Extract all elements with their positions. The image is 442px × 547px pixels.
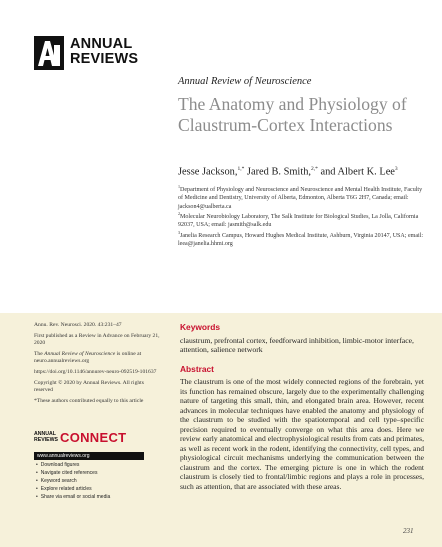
online-suffix: is online at neuro.annualreviews.org (34, 350, 142, 364)
logo-wordmark (70, 37, 138, 67)
annual-reviews-connect (34, 430, 144, 452)
ar-logo-icon (34, 36, 64, 70)
affiliation-1-text: Department of Physiology and Neuroscience and Neuroscience and Mental Health Institute, Faculty of Medicine and Dentistry, University of Alberta, Edmonton, Alberta T6G 2H7, Canada; email: jackson4@ualberta.ca (178, 187, 423, 210)
connect-item: • Download figures (36, 461, 110, 469)
author-list (178, 166, 428, 177)
keywords-text: claustrum, prefrontal cortex, feedforward inhibition, limbic-motor interface, attention, salience network (180, 336, 414, 355)
keywords-heading: Keywords (180, 322, 221, 332)
connect-logo-small (34, 431, 58, 443)
doi-link[interactable]: https://doi.org/10.1146/annurev-neuro-092519-101637 (34, 368, 157, 375)
affiliation-2-num: 2 (178, 211, 180, 216)
author-1: Jesse Jackson, (178, 166, 238, 178)
annual-reviews-logo (34, 36, 154, 70)
online-note (34, 351, 162, 365)
logo-line-2: REVIEWS (70, 51, 139, 67)
connect-logo (34, 430, 144, 452)
affiliation-3 (178, 229, 428, 249)
affiliation-2 (178, 210, 428, 230)
connect-logo-big: CONNECT (60, 430, 127, 445)
affiliation-1 (178, 183, 428, 211)
online-journal: Annual Review of Neuroscience (44, 350, 116, 357)
connect-item: • Navigate cited references (36, 469, 110, 477)
author-3: and Albert K. Lee (317, 166, 395, 178)
connect-url[interactable]: www.annualreviews.org (34, 452, 144, 460)
first-published: First published as a Review in Advance on February 21, 2020 (34, 332, 160, 346)
affiliation-1-num: 1 (178, 184, 180, 189)
article-title: The Anatomy and Physiology of Claustrum-Cortex Interactions (178, 94, 407, 135)
connect-item: • Explore related articles (36, 485, 110, 493)
logo-line-1: ANNUAL (70, 36, 133, 52)
abstract-heading: Abstract (180, 364, 214, 374)
connect-item: • Keyword search (36, 477, 110, 485)
equal-contribution-note: *These authors contributed equally to this article (34, 397, 144, 404)
journal-name: Annual Review of Neuroscience (178, 76, 312, 87)
citation: Annu. Rev. Neurosci. 2020. 43:231–47 (34, 322, 122, 328)
author-3-sup: 3 (394, 166, 398, 172)
page-number: 231 (403, 527, 414, 535)
publication-sidebar (34, 322, 162, 408)
connect-small-2: REVIEWS (34, 437, 58, 443)
connect-small-1: ANNUAL (34, 431, 56, 437)
affiliation-2-text: Molecular Neurobiology Laboratory, The Salk Institute for Biological Studies, La Jolla, California 92037, USA; email: jasmith@salk.edu (178, 214, 419, 229)
author-2: Jared B. Smith, (244, 166, 311, 178)
online-prefix: The (34, 350, 45, 357)
author-1-sup: 1,* (237, 166, 245, 172)
connect-item: • Share via email or social media (36, 493, 110, 501)
affiliation-3-text: Janelia Research Campus, Howard Hughes Medical Institute, Ashburn, Virginia 20147, USA; email: leea@janelia.hhmi.org (178, 233, 424, 248)
author-2-sup: 2,* (311, 166, 318, 172)
affiliation-3-num: 3 (178, 230, 180, 235)
abstract-text: The claustrum is one of the most widely connected regions of the forebrain, yet its function has remained obscure, largely due to the experimentally challenging nature of targeting this small, thin, and elongated brain area. However, recent advances in molecular techniques have enabled the anatomy and physiology of the claustrum to be studied with the spatiotemporal and cell type–specific precision required to eventually converge on what this area does. Here we review early anatomical and electrophysiological results from cats and primates, as well as recent work in the rodent, identifying the connectivity, cell types, and physiological circuit mechanisms underlying the communication between the claustrum and the cortex. The emerging picture is one in which the rodent claustrum is closely tied to frontal/limbic regions and plays a role in processes, such as attention, that are associated with these areas. (180, 377, 424, 491)
connect-feature-list (36, 461, 110, 501)
copyright: Copyright © 2020 by Annual Reviews. All rights reserved (34, 379, 144, 393)
